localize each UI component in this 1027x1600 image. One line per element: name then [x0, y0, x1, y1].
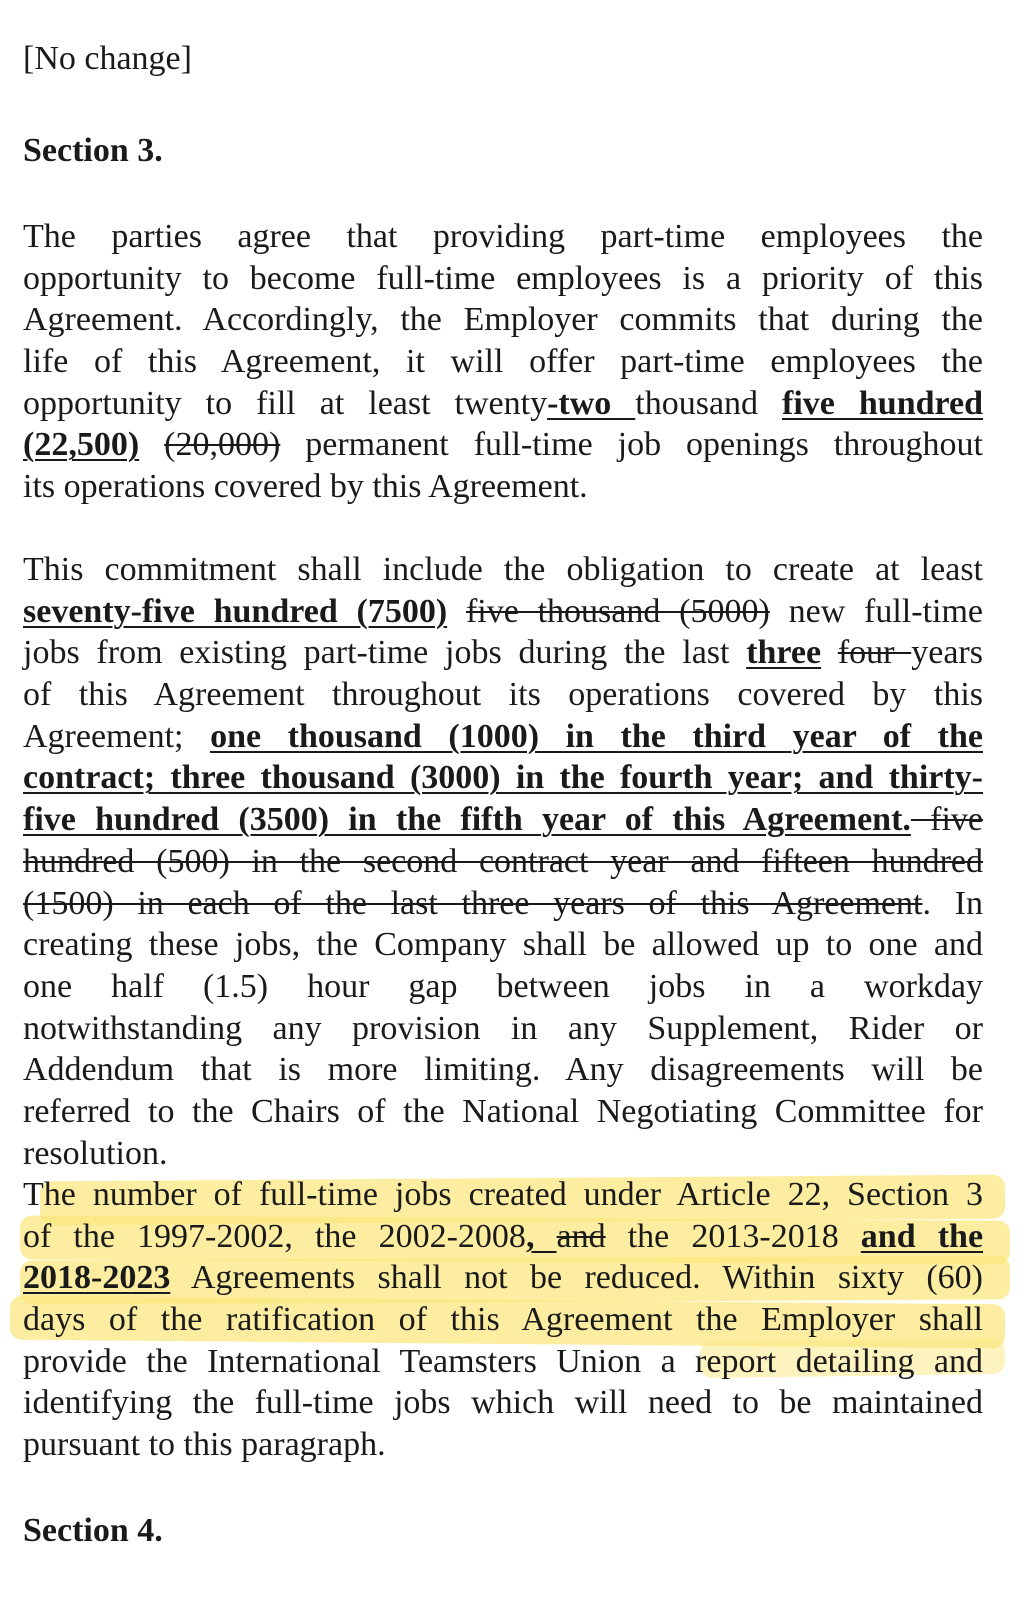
inserted-text: and the [860, 1217, 984, 1255]
no-change-note: [No change] [23, 40, 192, 77]
text-line: provide the International Teamsters Union a report detailing and [23, 1342, 983, 1380]
text-run: Agreements shall not be reduced. Within sixty (60) [170, 1259, 983, 1297]
section-3-heading: Section 3. [23, 132, 163, 169]
deleted-text: five [910, 801, 984, 839]
text-line: resolution. [23, 1134, 168, 1172]
text-line: its operations covered by this Agreement. [23, 468, 588, 506]
text-line [23, 424, 983, 466]
section-3-paragraph-3 [23, 1174, 983, 1466]
text-line [23, 1257, 983, 1299]
text-run: . In [922, 884, 983, 922]
text-line: of this Agreement throughout its operations covered by this [23, 676, 983, 714]
deleted-text: (1500) in each of the last three years of this Agreement [23, 884, 923, 922]
text-line [23, 757, 983, 799]
text-line: This commitment shall include the obligation to create at least [23, 551, 983, 588]
text-run: permanent full-time job openings throughout [305, 426, 983, 464]
inserted-text: one thousand (1000) in the third year of the [210, 717, 983, 755]
text-run: of the 1997-2002, the 2002-2008 [23, 1217, 526, 1255]
section-3-paragraph-1 [23, 216, 983, 508]
inserted-text: contract; three thousand (3000) in the fourth year; and thirty- [23, 759, 983, 797]
text-run: thousand [635, 384, 783, 422]
text-line [23, 632, 983, 674]
text-line [23, 383, 983, 425]
deleted-text: and [556, 1217, 606, 1255]
text-line: Agreement. Accordingly, the Employer commits that during the [23, 301, 983, 339]
text-line: notwithstanding any provision in any Supplement, Rider or [23, 1009, 983, 1047]
text-line: identifying the full-time jobs which will need to be maintained [23, 1384, 983, 1422]
text-line: The parties agree that providing part-time employees the [23, 218, 983, 255]
text-run: the 2013-2018 [605, 1217, 861, 1255]
deleted-text: (20,000) [164, 426, 281, 464]
text-line [23, 883, 983, 925]
text-line: life of this Agreement, it will offer part-time employees the [23, 343, 983, 381]
inserted-text: seventy-five hundred (7500) [23, 592, 448, 630]
inserted-text: (22,500) [23, 426, 140, 464]
text-line [23, 841, 983, 883]
inserted-text: five hundred [782, 384, 983, 422]
text-line [23, 1216, 983, 1258]
section-3-paragraph-2 [23, 549, 983, 1174]
deleted-text: four [837, 634, 912, 672]
text-line: opportunity to become full-time employees is a priority of this [23, 259, 983, 297]
inserted-text: five hundred (3500) in the fifth year of this Agreement. [23, 801, 911, 839]
text-line [23, 591, 983, 633]
text-line [23, 716, 983, 758]
section-4-heading: Section 4. [23, 1512, 163, 1549]
text-run: opportunity to fill at least twenty [23, 384, 548, 422]
text-run: new full-time [788, 592, 984, 630]
inserted-text: three [746, 634, 822, 672]
text-run: jobs from existing part-time jobs during the last [23, 634, 747, 672]
text-line: The number of full-time jobs created under Article 22, Section 3 [23, 1176, 983, 1213]
text-line: Addendum that is more limiting. Any disagreements will be [23, 1051, 983, 1089]
text-line [23, 799, 983, 841]
text-line: pursuant to this paragraph. [23, 1426, 386, 1464]
text-line: creating these jobs, the Company shall be allowed up to one and [23, 926, 983, 964]
text-line: days of the ratification of this Agreement the Employer shall [23, 1301, 983, 1339]
inserted-text: , [525, 1217, 557, 1255]
text-line: referred to the Chairs of the National Negotiating Committee for [23, 1092, 983, 1130]
inserted-text: -two [547, 384, 636, 422]
text-run: Agreement; [23, 717, 211, 755]
text-line: one half (1.5) hour gap between jobs in a workday [23, 967, 983, 1005]
deleted-text: five thousand (5000) [465, 592, 770, 630]
text-run: years [911, 634, 983, 672]
inserted-text: 2018-2023 [23, 1259, 171, 1297]
deleted-text: hundred (500) in the second contract year and fifteen hundred [23, 842, 983, 880]
